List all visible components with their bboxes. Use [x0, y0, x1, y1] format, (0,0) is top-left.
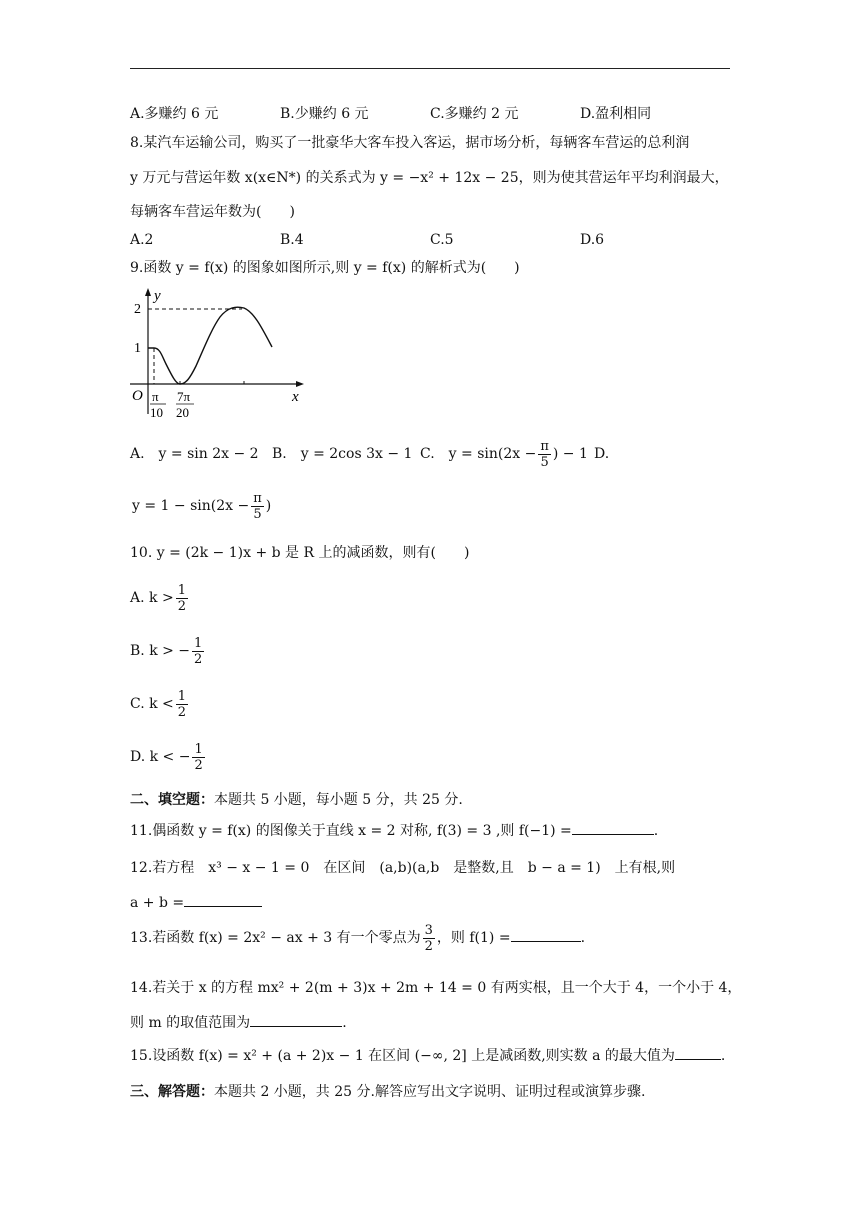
- section-2-heading: 二、填空题：本题共 5 小题，每小题 5 分，共 25 分.: [130, 792, 463, 808]
- q8-line-1: 8.某汽车运输公司，购买了一批豪华大客车投入客运，据市场分析，每辆客车营运的总利润: [130, 135, 690, 151]
- q14-answer-blank: [250, 1012, 342, 1027]
- q10-option-d: D. k < − $\frac{1}{2}$: [130, 741, 203, 773]
- q10-option-c: C. k < $\frac{1}{2}$: [130, 688, 187, 720]
- q7-option-d: D.盈利相同: [580, 106, 652, 122]
- q9-option-d-fraction: $\frac{\pi}{5}$: [253, 490, 262, 522]
- q13-answer-blank: [511, 927, 581, 942]
- q9-option-c-fraction: $\frac{\pi}{5}$: [540, 438, 549, 470]
- q14-line-2: 则 m 的取值范围为 .: [130, 1012, 347, 1033]
- graph-y-tick-2: 2: [134, 302, 141, 317]
- graph-y-label: y: [154, 288, 161, 304]
- q7-option-a: A.多赚约 6 元: [130, 106, 219, 122]
- q12-answer-blank: [184, 892, 262, 907]
- q8-option-a: A.2: [130, 232, 154, 248]
- q8-option-b: B.4: [280, 232, 304, 248]
- q13: 13.若函数 f(x) = 2x² − ax + 3 有一个零点为 $\frac{3}{2}$ ，则 f(1) = .: [130, 922, 586, 954]
- q8-option-c: C.5: [430, 232, 454, 248]
- q7-option-c: C.多赚约 2 元: [430, 106, 519, 122]
- header-rule: [130, 68, 730, 69]
- q9-option-d-label: D.: [594, 446, 610, 462]
- q9-stem: 9.函数 y = f(x) 的图象如图所示,则 y = f(x) 的解析式为( ): [130, 260, 520, 276]
- graph-y-tick-1: 1: [134, 341, 141, 356]
- q9-function-graph: [128, 284, 312, 420]
- q10-stem: 10. y = (2k − 1)x + b 是 R 上的减函数，则有( ): [130, 545, 470, 561]
- q14-line-1: 14.若关于 x 的方程 mx² + 2(m + 3)x + 2m + 14 = 0 有两实根，且一个大于 4，一个小于 4，: [130, 980, 742, 996]
- q11-answer-blank: [572, 820, 654, 835]
- graph-x-tick-1-den: 10: [150, 405, 163, 420]
- q10-option-a: A. k > $\frac{1}{2}$: [130, 582, 186, 614]
- graph-x-tick-2-num: 7π: [177, 389, 191, 404]
- q8-line-3: 每辆客车营运年数为( ): [130, 204, 295, 220]
- q7-option-b: B.少赚约 6 元: [280, 106, 369, 122]
- q15-answer-blank: [675, 1045, 721, 1060]
- q9-option-a: A. y = sin 2x − 2: [130, 446, 259, 462]
- q9-option-c: C. y = sin(2x − $\frac{\pi}{5}$ ) − 1: [420, 438, 588, 470]
- q10-option-b: B. k > − $\frac{1}{2}$: [130, 635, 203, 667]
- q9-option-b: B. y = 2cos 3x − 1: [272, 446, 413, 462]
- q12-line-2: a + b =: [130, 892, 262, 913]
- graph-x-tick-1-num: π: [152, 389, 159, 404]
- q8-option-d: D.6: [580, 232, 605, 248]
- q12-line-1: 12.若方程 x³ − x − 1 = 0 在区间 (a,b)(a,b 是整数,且 b − a = 1) 上有根,则: [130, 860, 676, 876]
- section-3-heading: 三、解答题：本题共 2 小题，共 25 分.解答应写出文字说明、证明过程或演算步骤.: [130, 1084, 646, 1100]
- q15: 15.设函数 f(x) = x² + (a + 2)x − 1 在区间 (−∞, 2] 上是减函数,则实数 a 的最大值为 .: [130, 1045, 725, 1066]
- q11: 11.偶函数 y = f(x) 的图像关于直线 x = 2 对称, f(3) = 3 ,则 f(−1) = .: [130, 820, 658, 841]
- q8-line-2: y 万元与营运年数 x(x∈N*) 的关系式为 y = −x² + 12x − 25，则为使其营运年平均利润最大，: [130, 170, 729, 186]
- graph-x-label: x: [292, 389, 299, 405]
- graph-x-tick-2-den: 20: [176, 405, 189, 420]
- graph-origin-label: O: [132, 388, 143, 404]
- graph-curve: [148, 307, 272, 384]
- q9-option-d: y = 1 − sin(2x − $\frac{\pi}{5}$ ): [132, 490, 272, 522]
